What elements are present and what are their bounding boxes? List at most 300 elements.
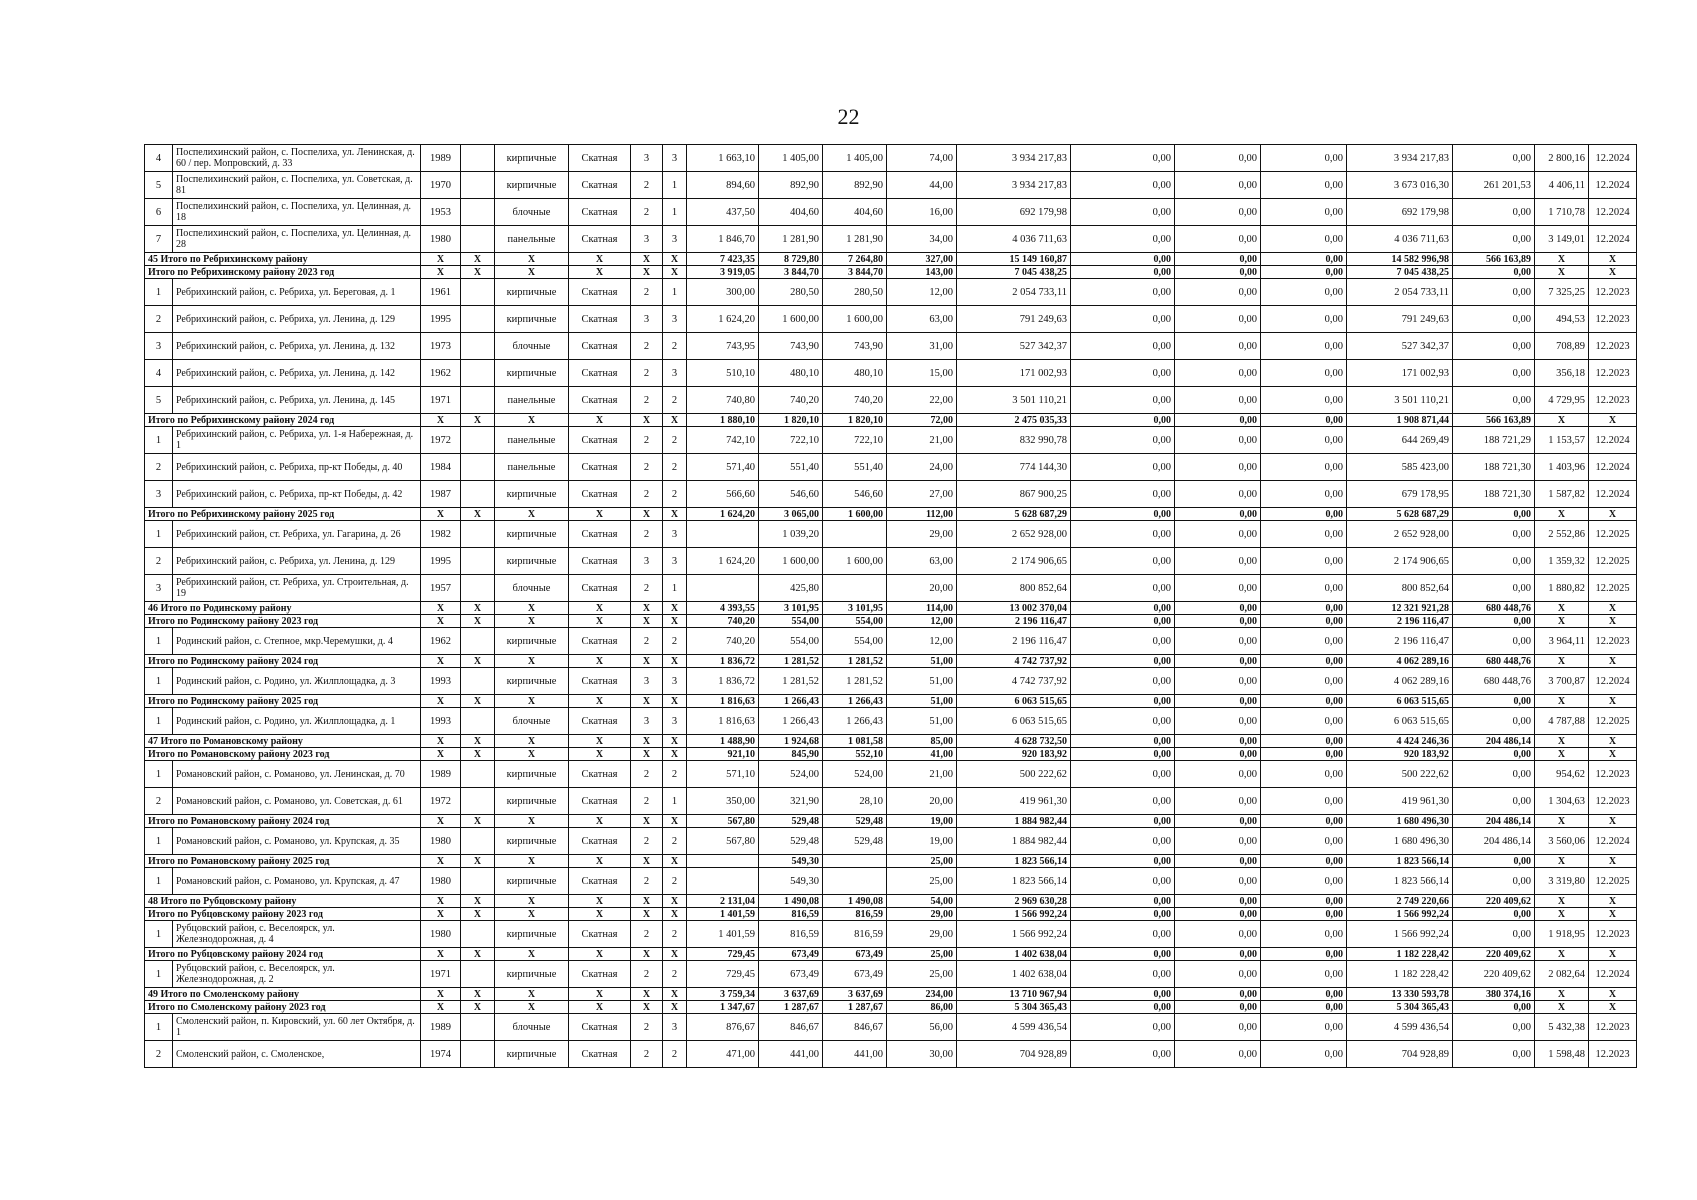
value-a3: 892,90 [823,172,887,199]
x-mark: X [421,602,461,615]
table-row [145,708,1637,735]
x-mark: X [1535,508,1589,521]
year-overhaul [461,306,495,333]
wall-material: кирпичные [495,521,569,548]
year-built: 1971 [421,387,461,414]
year-overhaul [461,961,495,988]
value-a3: 1 081,58 [823,735,887,748]
value-f2: 0,00 [1175,548,1261,575]
value-f4: 4 062 289,16 [1347,655,1453,668]
value-a1: 471,00 [687,1041,759,1068]
deadline: 12.2024 [1589,199,1637,226]
row-number: 1 [145,921,173,948]
value-ppl: 114,00 [887,602,957,615]
value-f5: 680 448,76 [1453,668,1535,695]
x-mark: X [461,855,495,868]
entrances: 3 [663,668,687,695]
x-mark: X [663,735,687,748]
value-f2: 0,00 [1175,387,1261,414]
x-mark: X [1589,948,1637,961]
value-f2: 0,00 [1175,145,1261,172]
entrances: 2 [663,921,687,948]
x-mark: X [461,895,495,908]
specific-cost: 356,18 [1535,360,1589,387]
row-number: 1 [145,1014,173,1041]
value-a1: 1 846,70 [687,226,759,253]
value-ppl: 51,00 [887,655,957,668]
value-cost: 3 501 110,21 [957,387,1071,414]
value-cost: 3 934 217,83 [957,145,1071,172]
entrances: 3 [663,708,687,735]
entrances: 3 [663,521,687,548]
year-overhaul [461,575,495,602]
x-mark: X [495,615,569,628]
value-f4: 12 321 921,28 [1347,602,1453,615]
value-a2: 673,49 [759,961,823,988]
x-mark: X [495,1001,569,1014]
value-a1: 1 488,90 [687,735,759,748]
roof-type: Скатная [569,668,631,695]
row-number: 1 [145,668,173,695]
value-f2: 0,00 [1175,1041,1261,1068]
value-ppl: 74,00 [887,145,957,172]
value-f2: 0,00 [1175,1001,1261,1014]
x-mark: X [421,948,461,961]
subtotal-row [145,748,1637,761]
value-f1: 0,00 [1071,961,1175,988]
value-a2: 441,00 [759,1041,823,1068]
specific-cost: 1 587,82 [1535,481,1589,508]
address: Поспелихинский район, с. Поспелиха, ул. Ленинская, д. 60 / пер. Мопровский, д. 33 [173,145,421,172]
year-built: 1995 [421,306,461,333]
value-f2: 0,00 [1175,414,1261,427]
value-f2: 0,00 [1175,521,1261,548]
floors: 2 [631,427,663,454]
value-cost: 4 599 436,54 [957,1014,1071,1041]
value-f4: 2 174 906,65 [1347,548,1453,575]
value-f2: 0,00 [1175,895,1261,908]
year-overhaul [461,387,495,414]
deadline: 12.2023 [1589,921,1637,948]
x-mark: X [569,602,631,615]
x-mark: X [1535,266,1589,279]
value-f1: 0,00 [1071,948,1175,961]
value-f2: 0,00 [1175,253,1261,266]
roof-type: Скатная [569,521,631,548]
x-mark: X [1589,655,1637,668]
value-a2: 1 281,90 [759,226,823,253]
table-row [145,199,1637,226]
specific-cost: 1 918,95 [1535,921,1589,948]
value-f1: 0,00 [1071,266,1175,279]
value-a2: 529,48 [759,828,823,855]
value-a3: 740,20 [823,387,887,414]
x-mark: X [461,615,495,628]
value-a2: 546,60 [759,481,823,508]
value-f5: 0,00 [1453,226,1535,253]
x-mark: X [569,253,631,266]
x-mark: X [461,508,495,521]
value-a3: 7 264,80 [823,253,887,266]
row-number: 1 [145,961,173,988]
row-number: 2 [145,1041,173,1068]
value-ppl: 34,00 [887,226,957,253]
value-a2: 722,10 [759,427,823,454]
value-f3: 0,00 [1261,655,1347,668]
year-built: 1993 [421,668,461,695]
x-mark: X [461,655,495,668]
x-mark: X [495,266,569,279]
x-mark: X [421,855,461,868]
x-mark: X [569,988,631,1001]
specific-cost: 4 406,11 [1535,172,1589,199]
wall-material: кирпичные [495,172,569,199]
x-mark: X [663,253,687,266]
value-a2: 554,00 [759,628,823,655]
table-row [145,226,1637,253]
value-f1: 0,00 [1071,199,1175,226]
x-mark: X [461,908,495,921]
value-ppl: 41,00 [887,748,957,761]
value-f4: 3 673 016,30 [1347,172,1453,199]
value-f3: 0,00 [1261,921,1347,948]
x-mark: X [1589,855,1637,868]
value-f3: 0,00 [1261,988,1347,1001]
value-ppl: 85,00 [887,735,957,748]
x-mark: X [663,908,687,921]
specific-cost: 2 552,86 [1535,521,1589,548]
value-a3: 554,00 [823,628,887,655]
value-f2: 0,00 [1175,575,1261,602]
specific-cost: 4 787,88 [1535,708,1589,735]
year-overhaul [461,1014,495,1041]
specific-cost: 7 325,25 [1535,279,1589,306]
value-a3: 552,10 [823,748,887,761]
value-f1: 0,00 [1071,748,1175,761]
floors: 3 [631,668,663,695]
subtotal-row [145,266,1637,279]
value-a2: 1 490,08 [759,895,823,908]
subtotal-row [145,988,1637,1001]
value-cost: 4 742 737,92 [957,655,1071,668]
value-a2: 673,49 [759,948,823,961]
subtotal-row [145,908,1637,921]
entrances: 2 [663,868,687,895]
value-cost: 920 183,92 [957,748,1071,761]
roof-type: Скатная [569,454,631,481]
floors: 2 [631,628,663,655]
table-row [145,868,1637,895]
x-mark: X [1535,655,1589,668]
roof-type: Скатная [569,226,631,253]
value-f4: 800 852,64 [1347,575,1453,602]
wall-material: кирпичные [495,145,569,172]
entrances: 2 [663,828,687,855]
x-mark: X [495,414,569,427]
value-a3: 1 281,52 [823,655,887,668]
year-built: 1989 [421,1014,461,1041]
specific-cost: 1 403,96 [1535,454,1589,481]
wall-material: кирпичные [495,548,569,575]
value-ppl: 63,00 [887,306,957,333]
x-mark: X [495,895,569,908]
subtotal-row [145,253,1637,266]
year-built: 1980 [421,921,461,948]
specific-cost: 3 700,87 [1535,668,1589,695]
value-f4: 679 178,95 [1347,481,1453,508]
value-a1: 1 347,67 [687,1001,759,1014]
value-f3: 0,00 [1261,1041,1347,1068]
value-f4: 1 680 496,30 [1347,828,1453,855]
value-f4: 644 269,49 [1347,427,1453,454]
value-f5: 220 409,62 [1453,961,1535,988]
x-mark: X [631,615,663,628]
x-mark: X [663,855,687,868]
x-mark: X [1535,735,1589,748]
specific-cost: 3 319,80 [1535,868,1589,895]
year-built: 1984 [421,454,461,481]
value-f5: 0,00 [1453,333,1535,360]
value-cost: 7 045 438,25 [957,266,1071,279]
value-f4: 14 582 996,98 [1347,253,1453,266]
value-f3: 0,00 [1261,1014,1347,1041]
x-mark: X [461,695,495,708]
value-f5: 188 721,30 [1453,454,1535,481]
year-overhaul [461,454,495,481]
value-a1: 1 816,63 [687,708,759,735]
row-number: 6 [145,199,173,226]
value-f1: 0,00 [1071,815,1175,828]
subtotal-label: Итого по Родинскому району 2023 год [145,615,421,628]
subtotal-row [145,948,1637,961]
value-ppl: 112,00 [887,508,957,521]
value-f4: 704 928,89 [1347,1041,1453,1068]
value-f2: 0,00 [1175,668,1261,695]
x-mark: X [1589,414,1637,427]
value-f4: 1 182 228,42 [1347,961,1453,988]
x-mark: X [663,815,687,828]
x-mark: X [1535,988,1589,1001]
x-mark: X [495,602,569,615]
year-built: 1971 [421,961,461,988]
address: Романовский район, с. Романово, ул. Советская, д. 61 [173,788,421,815]
value-f2: 0,00 [1175,855,1261,868]
x-mark: X [569,895,631,908]
value-a1: 876,67 [687,1014,759,1041]
value-f4: 1 680 496,30 [1347,815,1453,828]
x-mark: X [1589,815,1637,828]
row-number: 2 [145,306,173,333]
subtotal-label: 48 Итого по Рубцовскому району [145,895,421,908]
year-built: 1953 [421,199,461,226]
deadline: 12.2024 [1589,427,1637,454]
wall-material: кирпичные [495,868,569,895]
value-a2: 1 924,68 [759,735,823,748]
address: Поспелихинский район, с. Поспелиха, ул. Советская, д. 81 [173,172,421,199]
floors: 2 [631,387,663,414]
table-row [145,427,1637,454]
value-f5: 0,00 [1453,695,1535,708]
x-mark: X [663,602,687,615]
address: Ребрихинский район, ст. Ребриха, ул. Строительная, д. 19 [173,575,421,602]
value-a3: 1 266,43 [823,695,887,708]
value-cost: 1 823 566,14 [957,868,1071,895]
value-f5: 0,00 [1453,279,1535,306]
x-mark: X [1535,615,1589,628]
value-f5: 0,00 [1453,788,1535,815]
subtotal-row [145,1001,1637,1014]
x-mark: X [569,1001,631,1014]
value-f2: 0,00 [1175,333,1261,360]
roof-type: Скатная [569,199,631,226]
x-mark: X [421,988,461,1001]
value-f4: 500 222,62 [1347,761,1453,788]
value-f1: 0,00 [1071,454,1175,481]
value-f3: 0,00 [1261,360,1347,387]
value-a1: 729,45 [687,961,759,988]
value-f4: 2 054 733,11 [1347,279,1453,306]
x-mark: X [1589,988,1637,1001]
value-cost: 171 002,93 [957,360,1071,387]
wall-material: кирпичные [495,1041,569,1068]
value-a2: 816,59 [759,921,823,948]
value-a1: 566,60 [687,481,759,508]
year-built: 1989 [421,145,461,172]
wall-material: кирпичные [495,761,569,788]
value-a2: 3 065,00 [759,508,823,521]
year-overhaul [461,868,495,895]
value-ppl: 44,00 [887,172,957,199]
row-number: 1 [145,427,173,454]
specific-cost: 3 149,01 [1535,226,1589,253]
value-a1: 729,45 [687,948,759,961]
deadline: 12.2023 [1589,333,1637,360]
value-a3: 546,60 [823,481,887,508]
value-f2: 0,00 [1175,868,1261,895]
deadline: 12.2023 [1589,628,1637,655]
value-a1: 740,20 [687,615,759,628]
value-f5: 0,00 [1453,921,1535,948]
x-mark: X [631,253,663,266]
deadline: 12.2023 [1589,387,1637,414]
value-a2: 404,60 [759,199,823,226]
value-f2: 0,00 [1175,628,1261,655]
deadline: 12.2025 [1589,521,1637,548]
value-f5: 680 448,76 [1453,655,1535,668]
entrances: 3 [663,226,687,253]
value-f3: 0,00 [1261,387,1347,414]
wall-material: блочные [495,333,569,360]
wall-material: панельные [495,387,569,414]
x-mark: X [663,266,687,279]
year-built: 1993 [421,708,461,735]
table-row [145,481,1637,508]
value-a1: 571,10 [687,761,759,788]
value-cost: 1 884 982,44 [957,828,1071,855]
value-f2: 0,00 [1175,761,1261,788]
x-mark: X [569,948,631,961]
table-row [145,306,1637,333]
value-cost: 5 304 365,43 [957,1001,1071,1014]
row-number: 3 [145,481,173,508]
entrances: 2 [663,961,687,988]
value-a2: 892,90 [759,172,823,199]
value-f1: 0,00 [1071,306,1175,333]
value-cost: 1 566 992,24 [957,908,1071,921]
value-f4: 3 501 110,21 [1347,387,1453,414]
value-f3: 0,00 [1261,481,1347,508]
value-a2: 321,90 [759,788,823,815]
roof-type: Скатная [569,333,631,360]
value-f2: 0,00 [1175,279,1261,306]
value-f1: 0,00 [1071,895,1175,908]
x-mark: X [631,855,663,868]
x-mark: X [1535,908,1589,921]
x-mark: X [1535,1001,1589,1014]
x-mark: X [663,695,687,708]
address: Романовский район, с. Романово, ул. Крупская, д. 47 [173,868,421,895]
value-cost: 1 823 566,14 [957,855,1071,868]
wall-material: панельные [495,226,569,253]
roof-type: Скатная [569,427,631,454]
value-a1: 1 816,63 [687,695,759,708]
address: Ребрихинский район, с. Ребриха, ул. Ленина, д. 142 [173,360,421,387]
x-mark: X [1535,948,1589,961]
value-cost: 1 884 982,44 [957,815,1071,828]
deadline: 12.2024 [1589,226,1637,253]
deadline: 12.2023 [1589,788,1637,815]
x-mark: X [569,695,631,708]
specific-cost: 1 304,63 [1535,788,1589,815]
roof-type: Скатная [569,575,631,602]
table-body [145,145,1637,1068]
x-mark: X [631,748,663,761]
value-f4: 3 934 217,83 [1347,145,1453,172]
year-overhaul [461,199,495,226]
value-f1: 0,00 [1071,360,1175,387]
year-overhaul [461,172,495,199]
x-mark: X [421,266,461,279]
value-a2: 743,90 [759,333,823,360]
value-f3: 0,00 [1261,266,1347,279]
table-row [145,454,1637,481]
roof-type: Скатная [569,921,631,948]
row-number: 1 [145,708,173,735]
value-f2: 0,00 [1175,695,1261,708]
specific-cost: 5 432,38 [1535,1014,1589,1041]
x-mark: X [631,602,663,615]
entrances: 1 [663,788,687,815]
x-mark: X [495,655,569,668]
value-f1: 0,00 [1071,628,1175,655]
value-a2: 1 266,43 [759,695,823,708]
value-a2: 1 266,43 [759,708,823,735]
roof-type: Скатная [569,172,631,199]
year-overhaul [461,360,495,387]
row-number: 3 [145,333,173,360]
value-f5: 261 201,53 [1453,172,1535,199]
value-a3 [823,575,887,602]
value-f4: 6 063 515,65 [1347,708,1453,735]
subtotal-label: 45 Итого по Ребрихинскому району [145,253,421,266]
value-f5: 0,00 [1453,615,1535,628]
value-a3 [823,868,887,895]
value-f1: 0,00 [1071,333,1175,360]
x-mark: X [663,748,687,761]
value-a1: 921,10 [687,748,759,761]
value-a3: 1 266,43 [823,708,887,735]
year-overhaul [461,226,495,253]
